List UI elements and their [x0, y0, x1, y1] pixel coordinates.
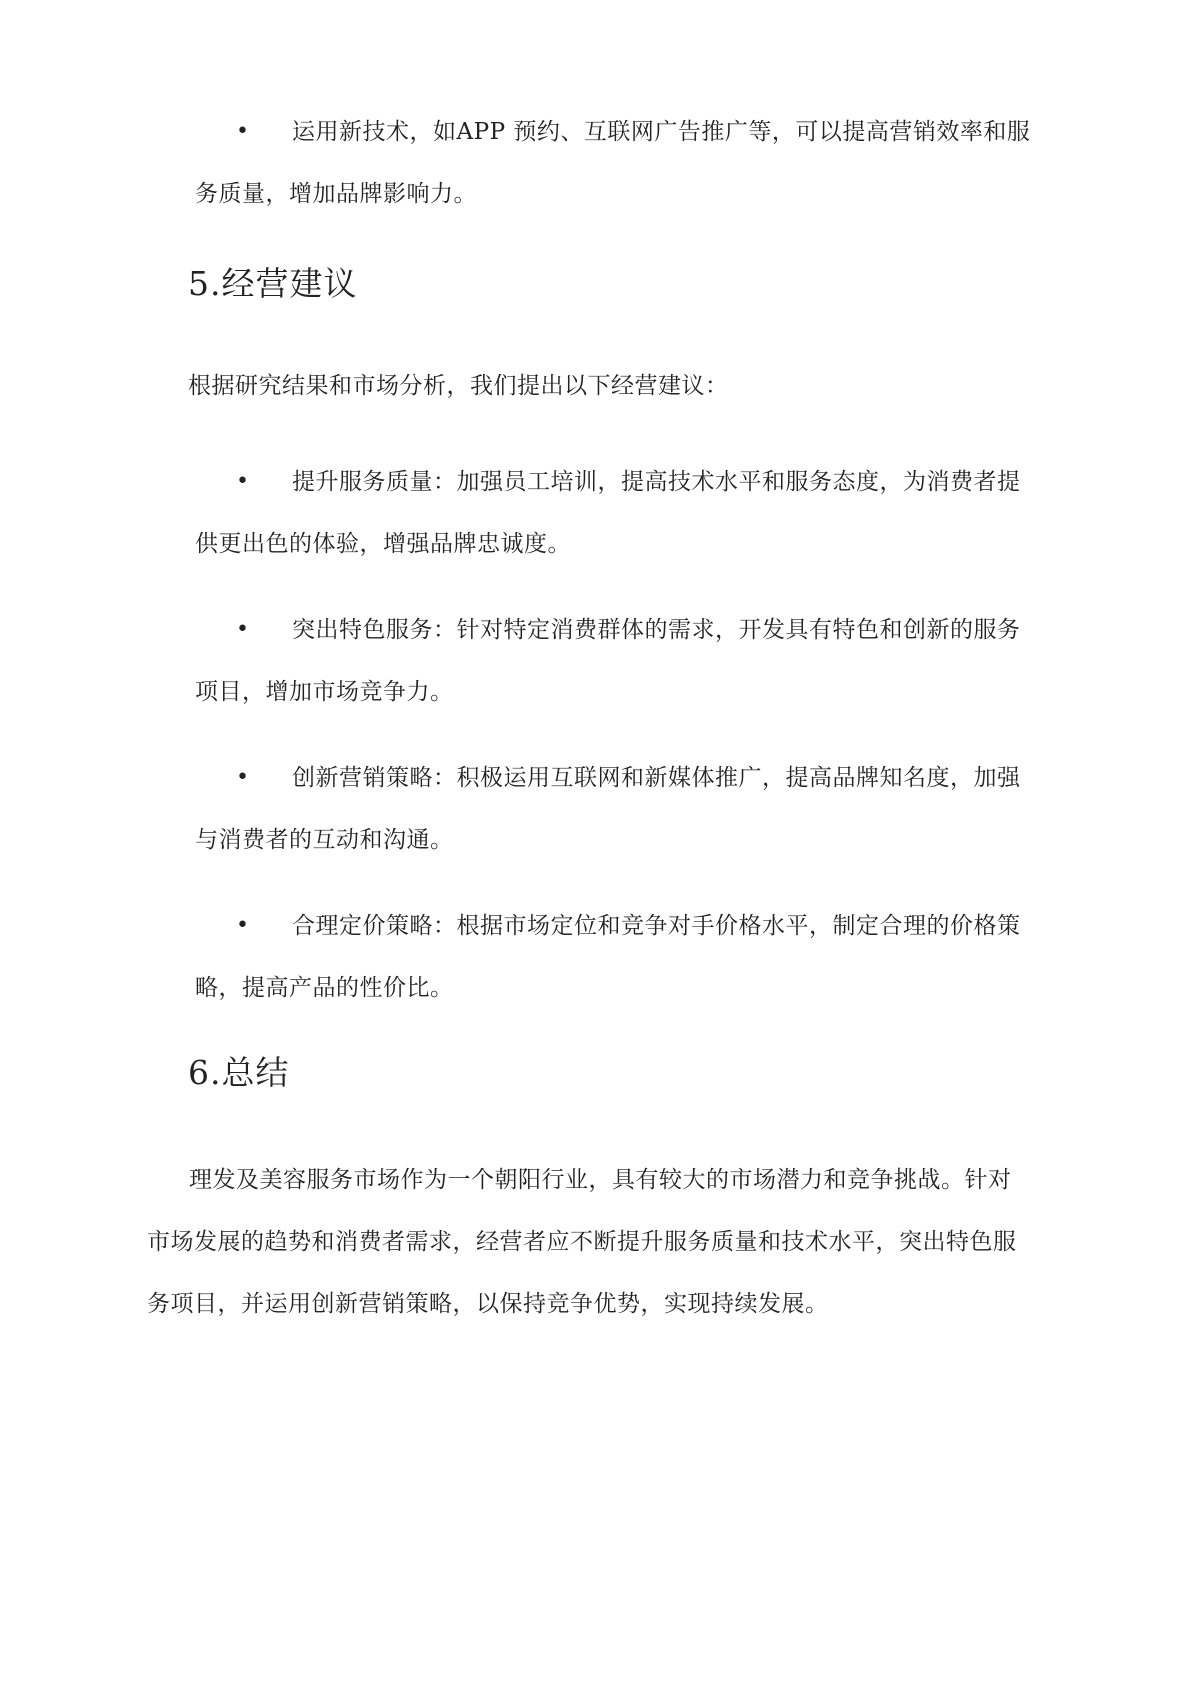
bullet-marker: •: [236, 119, 249, 144]
bullet-marker: •: [236, 765, 249, 790]
bullet-marker: •: [236, 469, 249, 494]
section-intro: 根据研究结果和市场分析，我们提出以下经营建议：: [188, 373, 729, 399]
list-item-text: 创新营销策略：积极运用互联网和新媒体推广，提高品牌知名度，加强与消费者的互动和沟通。: [195, 765, 1021, 853]
list-item-text: 提升服务质量：加强员工培训，提高技术水平和服务态度，为消费者提供更出色的体验，增强品牌忠诚度。: [195, 469, 1021, 557]
list-item-text: 运用新技术，如APP 预约、互联网广告推广等，可以提高营销效率和服务质量，增加品牌影响力。: [195, 119, 1031, 207]
list-item-text: 合理定价策略：根据市场定位和竞争对手价格水平，制定合理的价格策略，提高产品的性价比。: [195, 913, 1021, 1001]
section-heading-6: 6.总结: [188, 1053, 290, 1092]
bullet-marker: •: [236, 617, 249, 642]
bullet-marker: •: [236, 913, 249, 938]
list-item-text: 突出特色服务：针对特定消费群体的需求，开发具有特色和创新的服务项目，增加市场竞争力。: [195, 617, 1021, 705]
section-heading-5: 5.经营建议: [188, 264, 358, 303]
summary-paragraph: 理发及美容服务市场作为一个朝阳行业，具有较大的市场潜力和竞争挑战。针对市场发展的趋势和消费者需求，经营者应不断提升服务质量和技术水平，突出特色服务项目，并运用创新营销策略，以保持竞争优势，实现持续发展。: [147, 1167, 1017, 1317]
